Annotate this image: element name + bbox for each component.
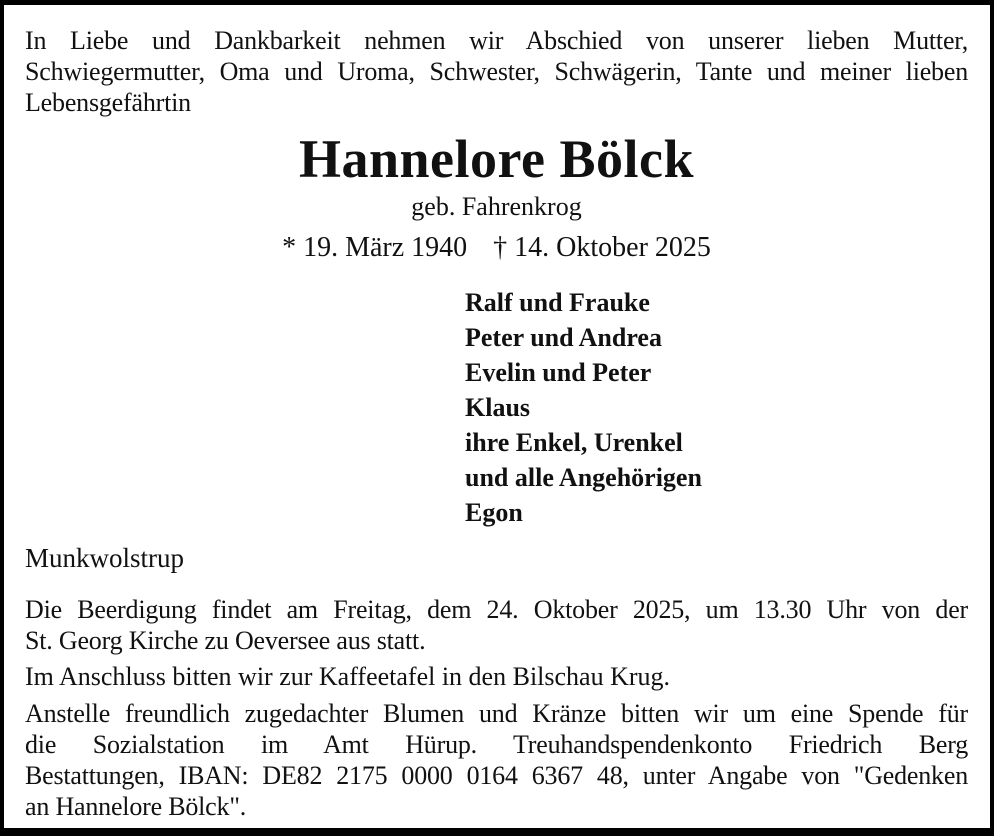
birth-date: * 19. März 1940 [282,232,468,263]
donation-line: an Hannelore Bölck". [25,792,247,821]
maiden-name: geb. Fahrenkrog [411,192,582,221]
mourner-name: Evelin und Peter [465,358,652,387]
mourner-name: Klaus [465,393,531,422]
intro-line: Lebensgefährtin [25,88,191,117]
place-name: Munkwolstrup [25,543,185,573]
death-date: † 14. Oktober 2025 [493,232,711,263]
mourner-name: ihre Enkel, Urenkel [465,428,683,457]
life-dates [25,231,968,265]
mourner-name: Egon [465,498,523,527]
funeral-line: St. Georg Kirche zu Oeversee aus statt. [25,626,426,655]
mourner-name: Ralf und Frauke [465,288,650,317]
reception-note: Im Anschluss bitten wir zur Kaffeetafel in den Bilschau Krug. [25,662,671,691]
donation-line: Bestattungen, IBAN: DE82 2175 0000 0164 6367 48, unter Angabe von "Gedenken [25,761,968,790]
intro-line: Schwiegermutter, Oma und Uroma, Schwester, Schwägerin, Tante und meiner lieben [25,57,968,86]
mourner-name: und alle Angehörigen [465,463,702,492]
donation-paragraph [25,698,968,822]
mourner-name: Peter und Andrea [465,323,662,352]
donation-line: die Sozialstation im Amt Hürup. Treuhandspendenkonto Friedrich Berg [25,730,968,759]
mourners-list [465,285,968,530]
funeral-paragraph [25,594,968,656]
deceased-name: Hannelore Bölck [298,129,695,189]
intro-line: In Liebe und Dankbarkeit nehmen wir Abschied von unserer lieben Mutter, [25,26,968,55]
funeral-line: Die Beerdigung findet am Freitag, dem 24. Oktober 2025, um 13.30 Uhr von der [25,595,968,624]
intro-paragraph [25,25,968,118]
donation-line: Anstelle freundlich zugedachter Blumen und Kränze bitten wir um eine Spende für [25,699,968,728]
